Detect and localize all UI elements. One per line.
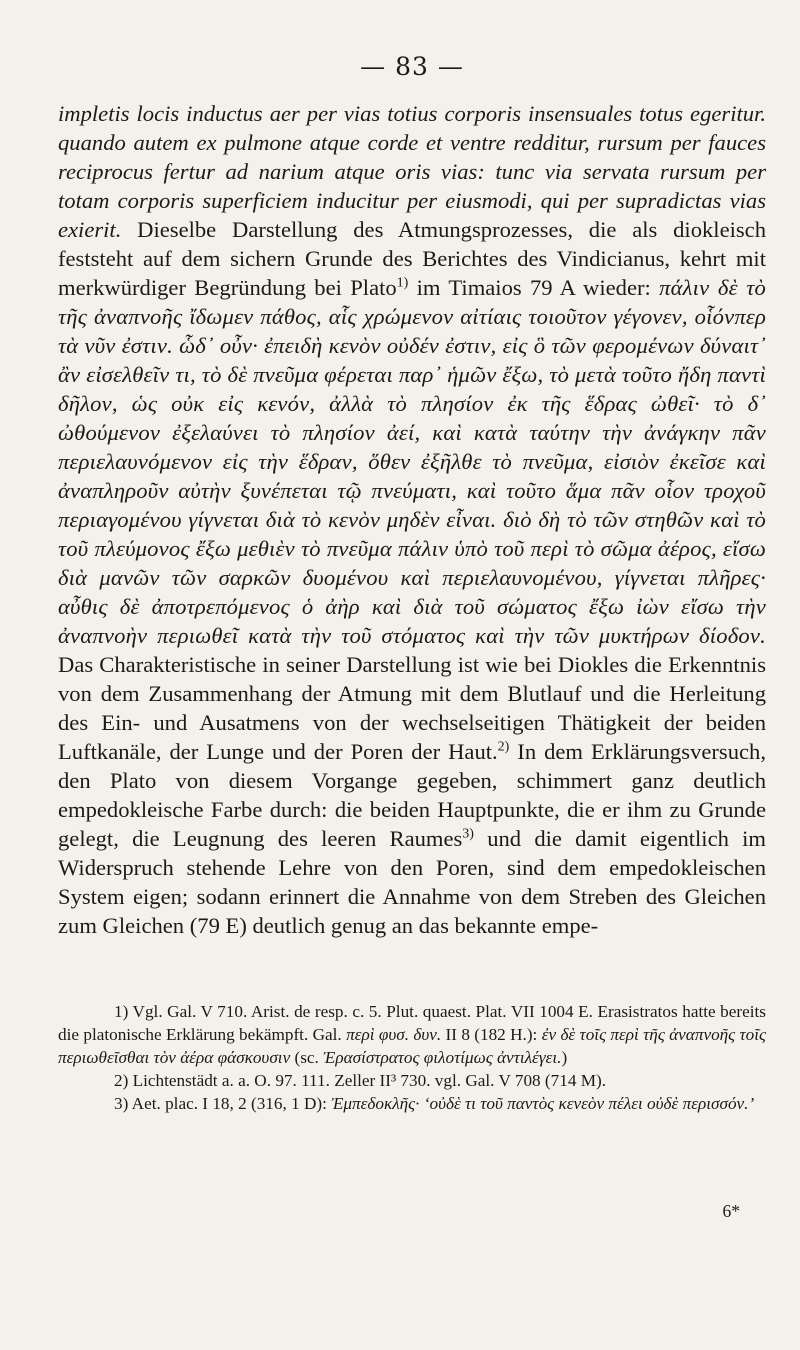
footnote-1-text-c: II 8 (182 H.):: [441, 1025, 542, 1044]
footnote-ref-3: 3): [462, 826, 474, 842]
footnote-3-greek-b: Ἐμπεδοκλῆς· ‘οὐδὲ τι τοῦ παντὸς κενεὸν πέλει οὐδὲ περισσόν.’: [331, 1094, 755, 1113]
footnote-1-text-e: (sc.: [290, 1048, 324, 1067]
footnote-1: [58, 1000, 766, 1069]
footnote-1-text-a: 1) Vgl. Gal. V 710. Arist. de resp. c. 5. Plut. quaest. Plat. VII 1004 E. Erasistratos hatte bereits die platonische Erklärung bekämpft. Gal.: [58, 1002, 766, 1044]
footnotes: [58, 1000, 766, 1115]
german-text-3: Das Charakteristische in seiner Darstellung ist wie bei Diokles die Erkenntnis von dem Zusammenhang der Atmung mit dem Blutlauf und die Herleitung des Ein- und Ausatmens von der wechselseitigen Thätigkeit der beiden Luftkanäle, der Lunge und der Poren der Haut.: [58, 652, 766, 764]
footnote-3-text-a: 3) Aet. plac. I 18, 2 (316, 1 D):: [114, 1094, 332, 1113]
footnote-2: 2) Lichtenstädt a. a. O. 97. 111. Zeller II³ 730. vgl. Gal. V 708 (714 M).: [114, 1071, 607, 1090]
signature-mark: 6*: [722, 1201, 740, 1221]
german-text-5: und die damit eigentlich im Widerspruch stehende Lehre von den Poren, sind dem empedokleischen System eigen; sodann erinnert die Annahme von dem Streben des Gleichen zum Gleichen (79 E) deutlich genug an das bekannte empe-: [58, 826, 766, 938]
latin-quotation: impletis locis inductus aer per vias totius corporis insensuales totus egeritur. quando autem ex pulmone atque corde et ventre redditur, rursum per fauces reciprocus fertur ad narium atque oris vias: tunc via servata rursum per totam corporis superficiem inducitur per eiusmodi, qui per supradictas vias exierit.: [58, 101, 766, 242]
footnote-ref-1: 1): [396, 275, 409, 291]
footnote-ref-2: 2): [497, 739, 510, 755]
german-text-1: Dieselbe Darstellung des Atmungsprozesses, die als diokleisch feststeht auf dem sichern Grunde des Berichtes des Vindicianus, kehrt mit merkwürdiger Begründung bei Plato: [58, 217, 766, 300]
footnote-1-greek-d: ἐν δὲ τοῖς περὶ τῆς ἀναπνοῆς τοῖς περιωθεῖσθαι τὸν ἀέρα φάσκουσιν: [58, 1025, 767, 1067]
german-text-4: In dem Erklärungsversuch, den Plato von diesem Vorgange gegeben, schimmert ganz deutlich empedokleische Farbe durch: die beiden Hauptpunkte, die er ihm zu Grunde gelegt, die Leugnung des leeren Raumes: [58, 739, 766, 851]
footnote-1-greek-b: περὶ φυσ. δυν.: [346, 1025, 442, 1044]
footnote-3: [58, 1092, 766, 1115]
footnote-1-text-g: ): [561, 1048, 568, 1067]
greek-quotation: πάλιν δὲ τὸ τῆς ἀναπνοῆς ἴδωμεν πάθος, αἷς χρώμενον αἰτίαις τοιοῦτον γέγονεν, οἷόνπερ τὰ νῦν ἐστιν. ὧδ᾽ οὖν· ἐπειδὴ κενὸν οὐδέν ἐστιν, εἰς ὃ τῶν φερομένων δύναιτ᾽ ἂν εἰσελθεῖν τι, τὸ δὲ πνεῦμα φέρεται παρ᾽ ἡμῶν ἔξω, τὸ μετὰ τοῦτο ἤδη παντὶ δῆλον, ὡς οὐκ εἰς κενόν, ἀλλὰ τὸ πλησίον ἐκ τῆς ἕδρας ὠθεῖ· τὸ δ᾽ ὠθούμενον ἐξελαύνει τὸ πλησίον ἀεί, καὶ κατὰ ταύτην τὴν ἀνάγκην πᾶν περιελαυνόμενον εἰς τὴν ἕδραν, ὅθεν ἐξῆλθε τὸ πνεῦμα, εἰσιὸν ἐκεῖσε καὶ ἀναπληροῦν αὐτὴν ξυνέπεται τῷ πνεύματι, καὶ τοῦτο ἅμα πᾶν οἷον τροχοῦ περιαγομένου γίγνεται διὰ τὸ κενὸν μηδὲν εἶναι. διὸ δὴ τὸ τῶν στηθῶν καὶ τὸ τοῦ πλεύμονος ἔξω μεθιὲν τὸ πνεῦμα πάλιν ὑπὸ τοῦ περὶ τὸ σῶμα ἀέρος, εἴσω διὰ μανῶν τῶν σαρκῶν δυομένου καὶ περιελαυνομένου, γίγνεται πλῆρες· αὖθις δὲ ἀποτρεπόμενος ὁ ἀὴρ καὶ διὰ τοῦ σώματος ἔξω ἰὼν εἴσω τὴν ἀναπνοὴν περιωθεῖ κατὰ τὴν τοῦ στόματος καὶ τὴν τῶν μυκτήρων δίοδον.: [58, 275, 766, 648]
page-number: — 83 —: [360, 52, 464, 81]
footnote-1-greek-f: Ἐρασίστρατος φιλοτίμως ἀντιλέγει.: [323, 1048, 562, 1067]
german-text-2: im Timaios 79 A wieder:: [408, 275, 660, 300]
main-paragraph: [58, 99, 766, 940]
